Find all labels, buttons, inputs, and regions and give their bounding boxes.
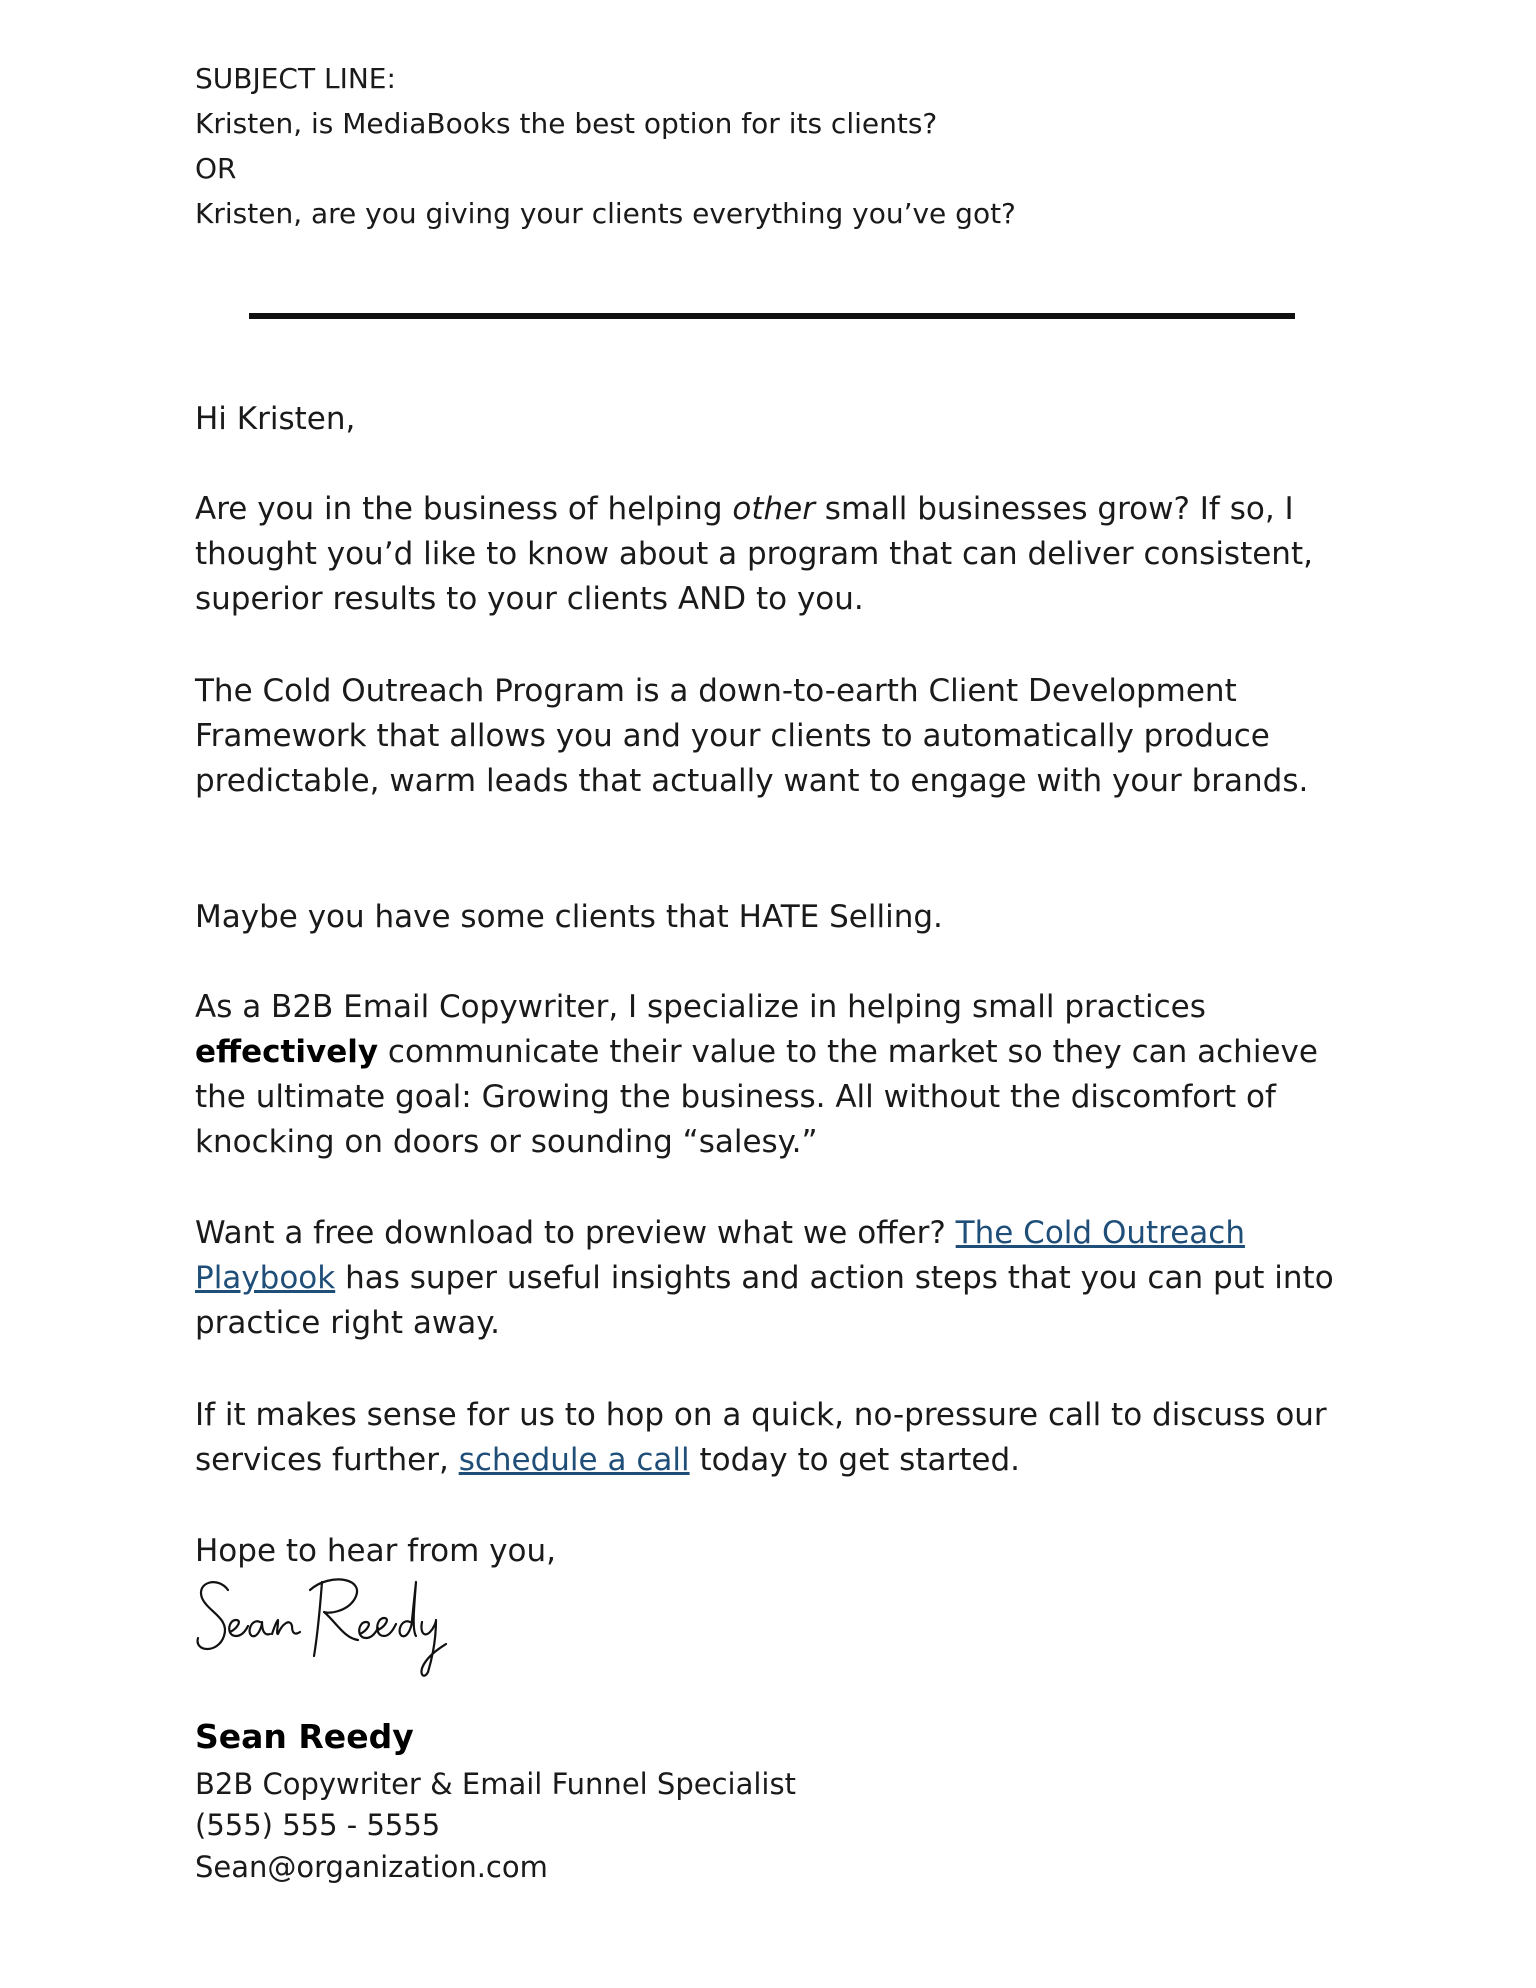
- paragraph-intro: [195, 487, 1355, 622]
- paragraph-text: If it makes sense for us to hop on a quick, no-pressure call to discuss our services further,: [195, 1397, 1327, 1478]
- subject-line-block: [195, 56, 1345, 236]
- sender-phone: (555) 555 - 5555: [195, 1808, 441, 1842]
- paragraph-hate-selling: Maybe you have some clients that HATE Selling.: [195, 899, 943, 935]
- sender-title: B2B Copywriter & Email Funnel Specialist: [195, 1767, 796, 1801]
- emphasis-text: other: [732, 491, 815, 527]
- paragraph-text: today to get started.: [689, 1442, 1020, 1478]
- paragraph-program: The Cold Outreach Program is a down-to-earth Client Development Framework that allows you and your clients to automatically produce predictable, warm leads that actually want to engage with your brands.: [195, 673, 1309, 799]
- greeting: Hi Kristen,: [195, 401, 356, 437]
- sender-email: Sean@organization.com: [195, 1850, 548, 1884]
- subject-option-2: Kristen, are you giving your clients everything you’ve got?: [195, 197, 1016, 230]
- playbook-link[interactable]: The Cold Outreach Playbook: [195, 1215, 1245, 1296]
- paragraph-text: communicate their value to the market so they can achieve the ultimate goal: Growing the business. All without the discomfort of knocking on doors or sounding “salesy.”: [195, 1034, 1318, 1160]
- closing-line: Hope to hear from you,: [195, 1533, 556, 1569]
- paragraph-text: Want a free download to preview what we offer?: [195, 1215, 956, 1251]
- handwritten-signature: [190, 1568, 450, 1678]
- paragraph-text: Are you in the business of helping: [195, 491, 733, 527]
- section-divider: [249, 313, 1295, 319]
- paragraph-download: [195, 1211, 1355, 1346]
- paragraph-text: has super useful insights and action steps that you can put into practice right away.: [195, 1260, 1334, 1341]
- paragraph-text: small businesses grow? If so, I thought you’d like to know about a program that can deliver consistent, superior results to your clients AND to you.: [195, 491, 1313, 617]
- subject-option-1: Kristen, is MediaBooks the best option for its clients?: [195, 107, 938, 140]
- paragraph-specialize: [195, 985, 1355, 1165]
- sender-name: Sean Reedy: [195, 1717, 414, 1756]
- subject-or: OR: [195, 152, 237, 185]
- schedule-call-link[interactable]: schedule a call: [458, 1442, 690, 1478]
- paragraph-schedule: [195, 1393, 1355, 1483]
- subject-label: SUBJECT LINE:: [195, 62, 396, 95]
- bold-text: effectively: [195, 1034, 379, 1070]
- paragraph-text: As a B2B Email Copywriter, I specialize in helping small practices: [195, 989, 1206, 1025]
